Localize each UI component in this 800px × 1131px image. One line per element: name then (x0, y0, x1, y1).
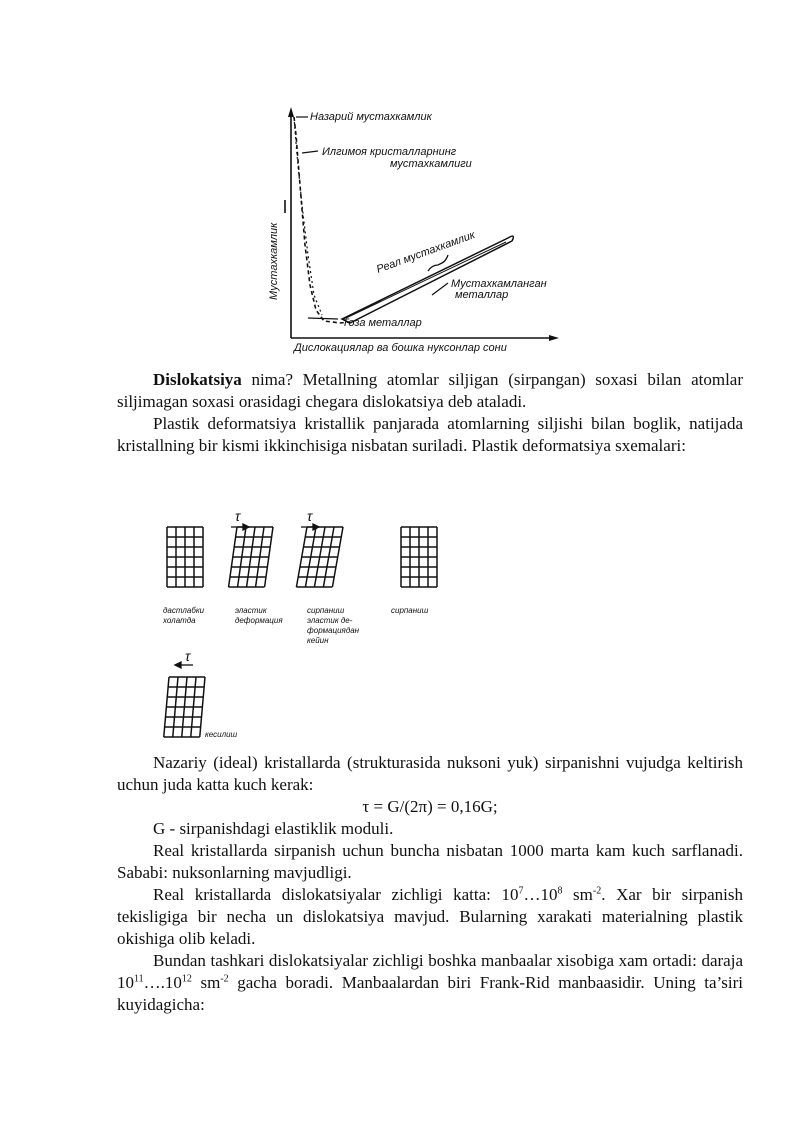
label-pure: Тоза металлар (342, 317, 422, 329)
lattice-cut (164, 677, 205, 737)
lattice-elastic (229, 527, 273, 587)
x-axis-label: Дислокациялар ва бошка нуксонлар сони (294, 342, 507, 354)
tau-symbol-3: τ (185, 648, 191, 664)
label-real: Реал мустахкамлик (374, 229, 477, 276)
paragraph-frank-read-source: Bundan tashkari dislokatsiyalar zichligi boshka manbaalar xisobiga xam ortadi: daraja $10^{11}\dots.10^{12}$ $sm^{-2}$ gacha boradi. Manbaalardan biri Frank-Rid manbaasidir. Uning ta’siri kuyidagicha: (117, 951, 743, 1014)
paragraph-plastic-deformation: Plastik deformatsiya kristallik panjarada atomlarning siljishi bilan boglik, natijada kristallning bir kismi ikkinchisiga nisbatan suriladi. Plastik deformatsiya sxemalari: (117, 414, 743, 455)
strength-diagram (250, 105, 570, 360)
caption-slip: сирпаниш (391, 606, 429, 615)
tau-symbol-2: τ (307, 508, 313, 524)
tau-symbol-1: τ (235, 508, 241, 524)
lattice-slip (401, 527, 437, 587)
caption-slip-elastic-2: эластик де- (307, 616, 353, 625)
label-strengthened-2: металлар (455, 289, 509, 301)
caption-initial-2: холатда (163, 616, 196, 625)
y-axis-label: Мустахкамлик (268, 222, 280, 300)
caption-cut: кесилиш (205, 730, 238, 739)
lattice-slip-elastic (296, 527, 343, 587)
label-theoretical: Назарий мустахкамлик (310, 111, 432, 123)
text-block-bottom (117, 752, 743, 1016)
paragraph-ideal-crystals: Nazariy (ideal) kristallarda (strukturasida nuksoni yuk) sirpanishni vujudga keltirish uchun juda katta kuch kerak: (117, 753, 743, 794)
caption-elastic-1: эластик (235, 606, 267, 615)
formula-shear-stress: τ = G/(2π) = 0,16G; (362, 797, 498, 816)
paragraph-shear-modulus: G - sirpanishdagi elastiklik moduli. (153, 819, 394, 838)
lattice-initial (167, 527, 203, 587)
text-block-top (117, 369, 743, 457)
paragraph-dislocation-definition: Dislokatsiya nima? Metallning atomlar siljigan (sirpangan) soxasi bilan atomlar siljimagan soxasi orasidagi chegara dislokatsiya deb ataladi. (117, 370, 743, 411)
caption-initial-1: дастлабки (163, 606, 205, 615)
caption-slip-elastic-3: формациядан (307, 626, 360, 635)
caption-slip-elastic-1: сирпаниш (307, 606, 345, 615)
deformation-schemes (155, 505, 455, 745)
paragraph-real-crystals: Real kristallarda sirpanish uchun buncha nisbatan 1000 marta kam kuch sarflanadi. Sababi: nuksonlarning mavjudligi. (117, 841, 743, 882)
term-dislocation: Dislokatsiya (153, 370, 242, 389)
caption-elastic-2: деформация (235, 616, 283, 625)
label-whisker-1: Илгимоя кристалларнинг (322, 146, 457, 158)
caption-slip-elastic-4: кейин (307, 636, 329, 645)
label-strengthened-1: Мустахкамланган (451, 278, 547, 290)
label-whisker-2: мустахкамлиги (390, 158, 472, 170)
paragraph-dislocation-density: Real kristallarda dislokatsiyalar zichligi katta: $10^7\dots 10^8$ $sm^{-2}$. Xar bir sirpanish tekisligiga bir necha un dislokatsiya mavjud. Bularning xarakati materialning plastik okishiga olib keladi. (117, 885, 743, 948)
